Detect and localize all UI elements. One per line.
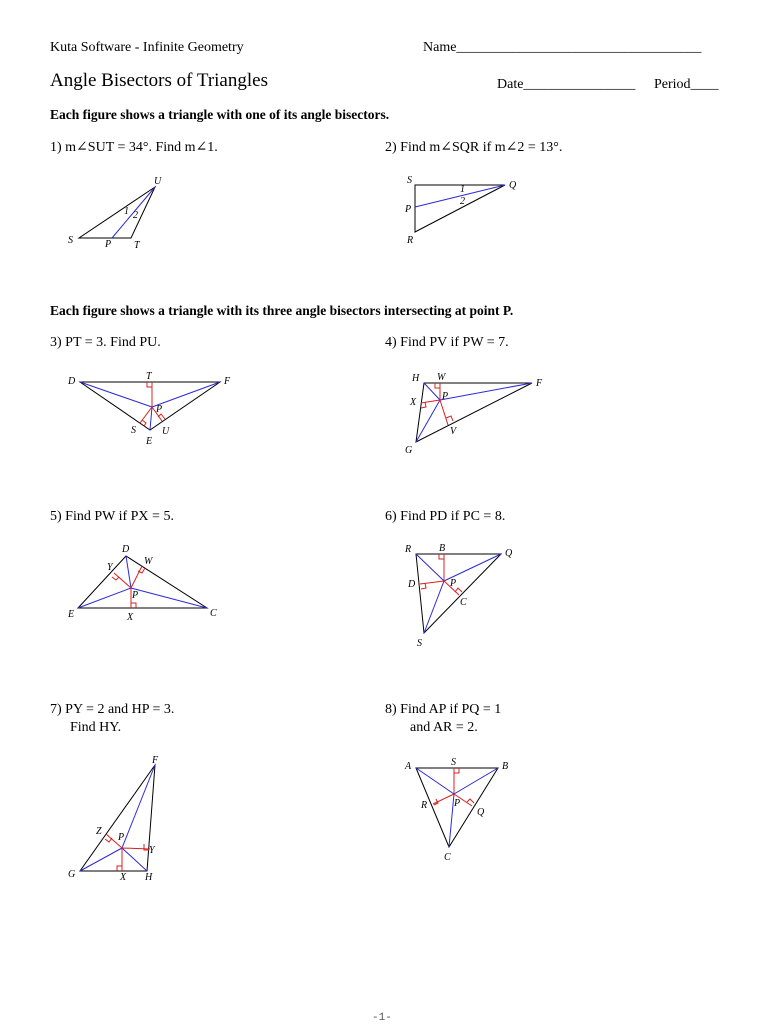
problem-number: 6)	[385, 509, 397, 524]
section1-instruction: Each figure shows a triangle with one of its angle bisectors.	[50, 107, 390, 122]
angle-2-label: 2	[460, 196, 465, 207]
problem-text: Find m∠SQR if m∠2 = 13°.	[400, 140, 563, 155]
publisher: Kuta Software - Infinite Geometry	[50, 40, 244, 55]
problem-text: PY = 2 and HP = 3.	[65, 702, 175, 717]
page-title: Angle Bisectors of Triangles	[50, 70, 268, 91]
label-t: T	[146, 371, 152, 382]
label-b: B	[502, 761, 509, 772]
label-d: D	[68, 376, 76, 387]
label-q: Q	[477, 807, 485, 818]
label-w: W	[437, 372, 446, 383]
label-g: G	[68, 869, 76, 880]
label-w: W	[144, 556, 153, 567]
label-p: P	[454, 798, 461, 809]
problem-text: Find AP if PQ = 1	[400, 702, 502, 717]
label-a: A	[405, 761, 412, 772]
problem-text: PT = 3. Find PU.	[65, 335, 161, 350]
label-x: X	[410, 397, 417, 408]
label-s: S	[131, 425, 136, 436]
label-d: D	[408, 579, 416, 590]
angle-2-label: 2	[133, 210, 138, 221]
label-c: C	[460, 597, 467, 608]
label-v: V	[450, 426, 457, 437]
problem-number: 5)	[50, 509, 62, 524]
label-e: E	[68, 609, 75, 620]
angle-1-label: 1	[124, 206, 129, 217]
label-s: S	[417, 638, 422, 649]
period-field[interactable]: Period____	[654, 77, 719, 92]
problem-number: 3)	[50, 335, 62, 350]
label-r: R	[407, 235, 414, 246]
label-r: R	[421, 800, 428, 811]
problem-8-line-2: and AR = 2.	[410, 720, 478, 735]
label-h: H	[145, 872, 153, 883]
label-d: D	[122, 544, 130, 555]
label-u: U	[162, 426, 170, 437]
label-y: Y	[149, 845, 155, 856]
label-r: R	[405, 544, 412, 555]
problem-7-line-2: Find HY.	[70, 720, 122, 735]
label-e: E	[146, 436, 153, 447]
page-number: -1-	[372, 1012, 392, 1024]
label-h: H	[412, 373, 420, 384]
date-field[interactable]: Date________________	[497, 77, 636, 92]
label-c: C	[210, 608, 217, 619]
problem-number: 2)	[385, 140, 397, 155]
problem-number: 8)	[385, 702, 397, 717]
problem-text: m∠SUT = 34°. Find m∠1.	[65, 140, 218, 155]
label-f: F	[536, 378, 543, 389]
label-x: X	[120, 872, 127, 883]
problem-text: Find PV if PW = 7.	[400, 335, 509, 350]
label-z: Z	[96, 826, 102, 837]
label-p: P	[118, 832, 125, 843]
label-p: P	[156, 404, 163, 415]
label-p: P	[405, 204, 412, 215]
label-s: S	[68, 235, 73, 246]
label-x: X	[127, 612, 134, 623]
label-p: P	[105, 239, 112, 250]
label-c: C	[444, 852, 451, 863]
label-s: S	[407, 175, 412, 186]
angle-1-label: 1	[460, 184, 465, 195]
label-t: T	[134, 240, 140, 251]
label-f: F	[224, 376, 231, 387]
label-s: S	[451, 757, 456, 768]
label-p: P	[132, 590, 139, 601]
problem-number: 1)	[50, 140, 62, 155]
label-p: P	[450, 578, 457, 589]
name-field[interactable]: Name___________________________________	[423, 40, 702, 55]
label-y: Y	[107, 562, 113, 573]
label-f: F	[152, 755, 159, 766]
problem-number: 4)	[385, 335, 397, 350]
label-q: Q	[505, 548, 513, 559]
label-p: P	[442, 391, 449, 402]
label-u: U	[154, 176, 162, 187]
problem-text: Find PW if PX = 5.	[65, 509, 174, 524]
section2-instruction: Each figure shows a triangle with its three angle bisectors intersecting at point P.	[50, 303, 514, 318]
label-b: B	[439, 543, 446, 554]
problem-text: Find PD if PC = 8.	[400, 509, 506, 524]
label-g: G	[405, 445, 413, 456]
label-q: Q	[509, 180, 517, 191]
problem-number: 7)	[50, 702, 62, 717]
